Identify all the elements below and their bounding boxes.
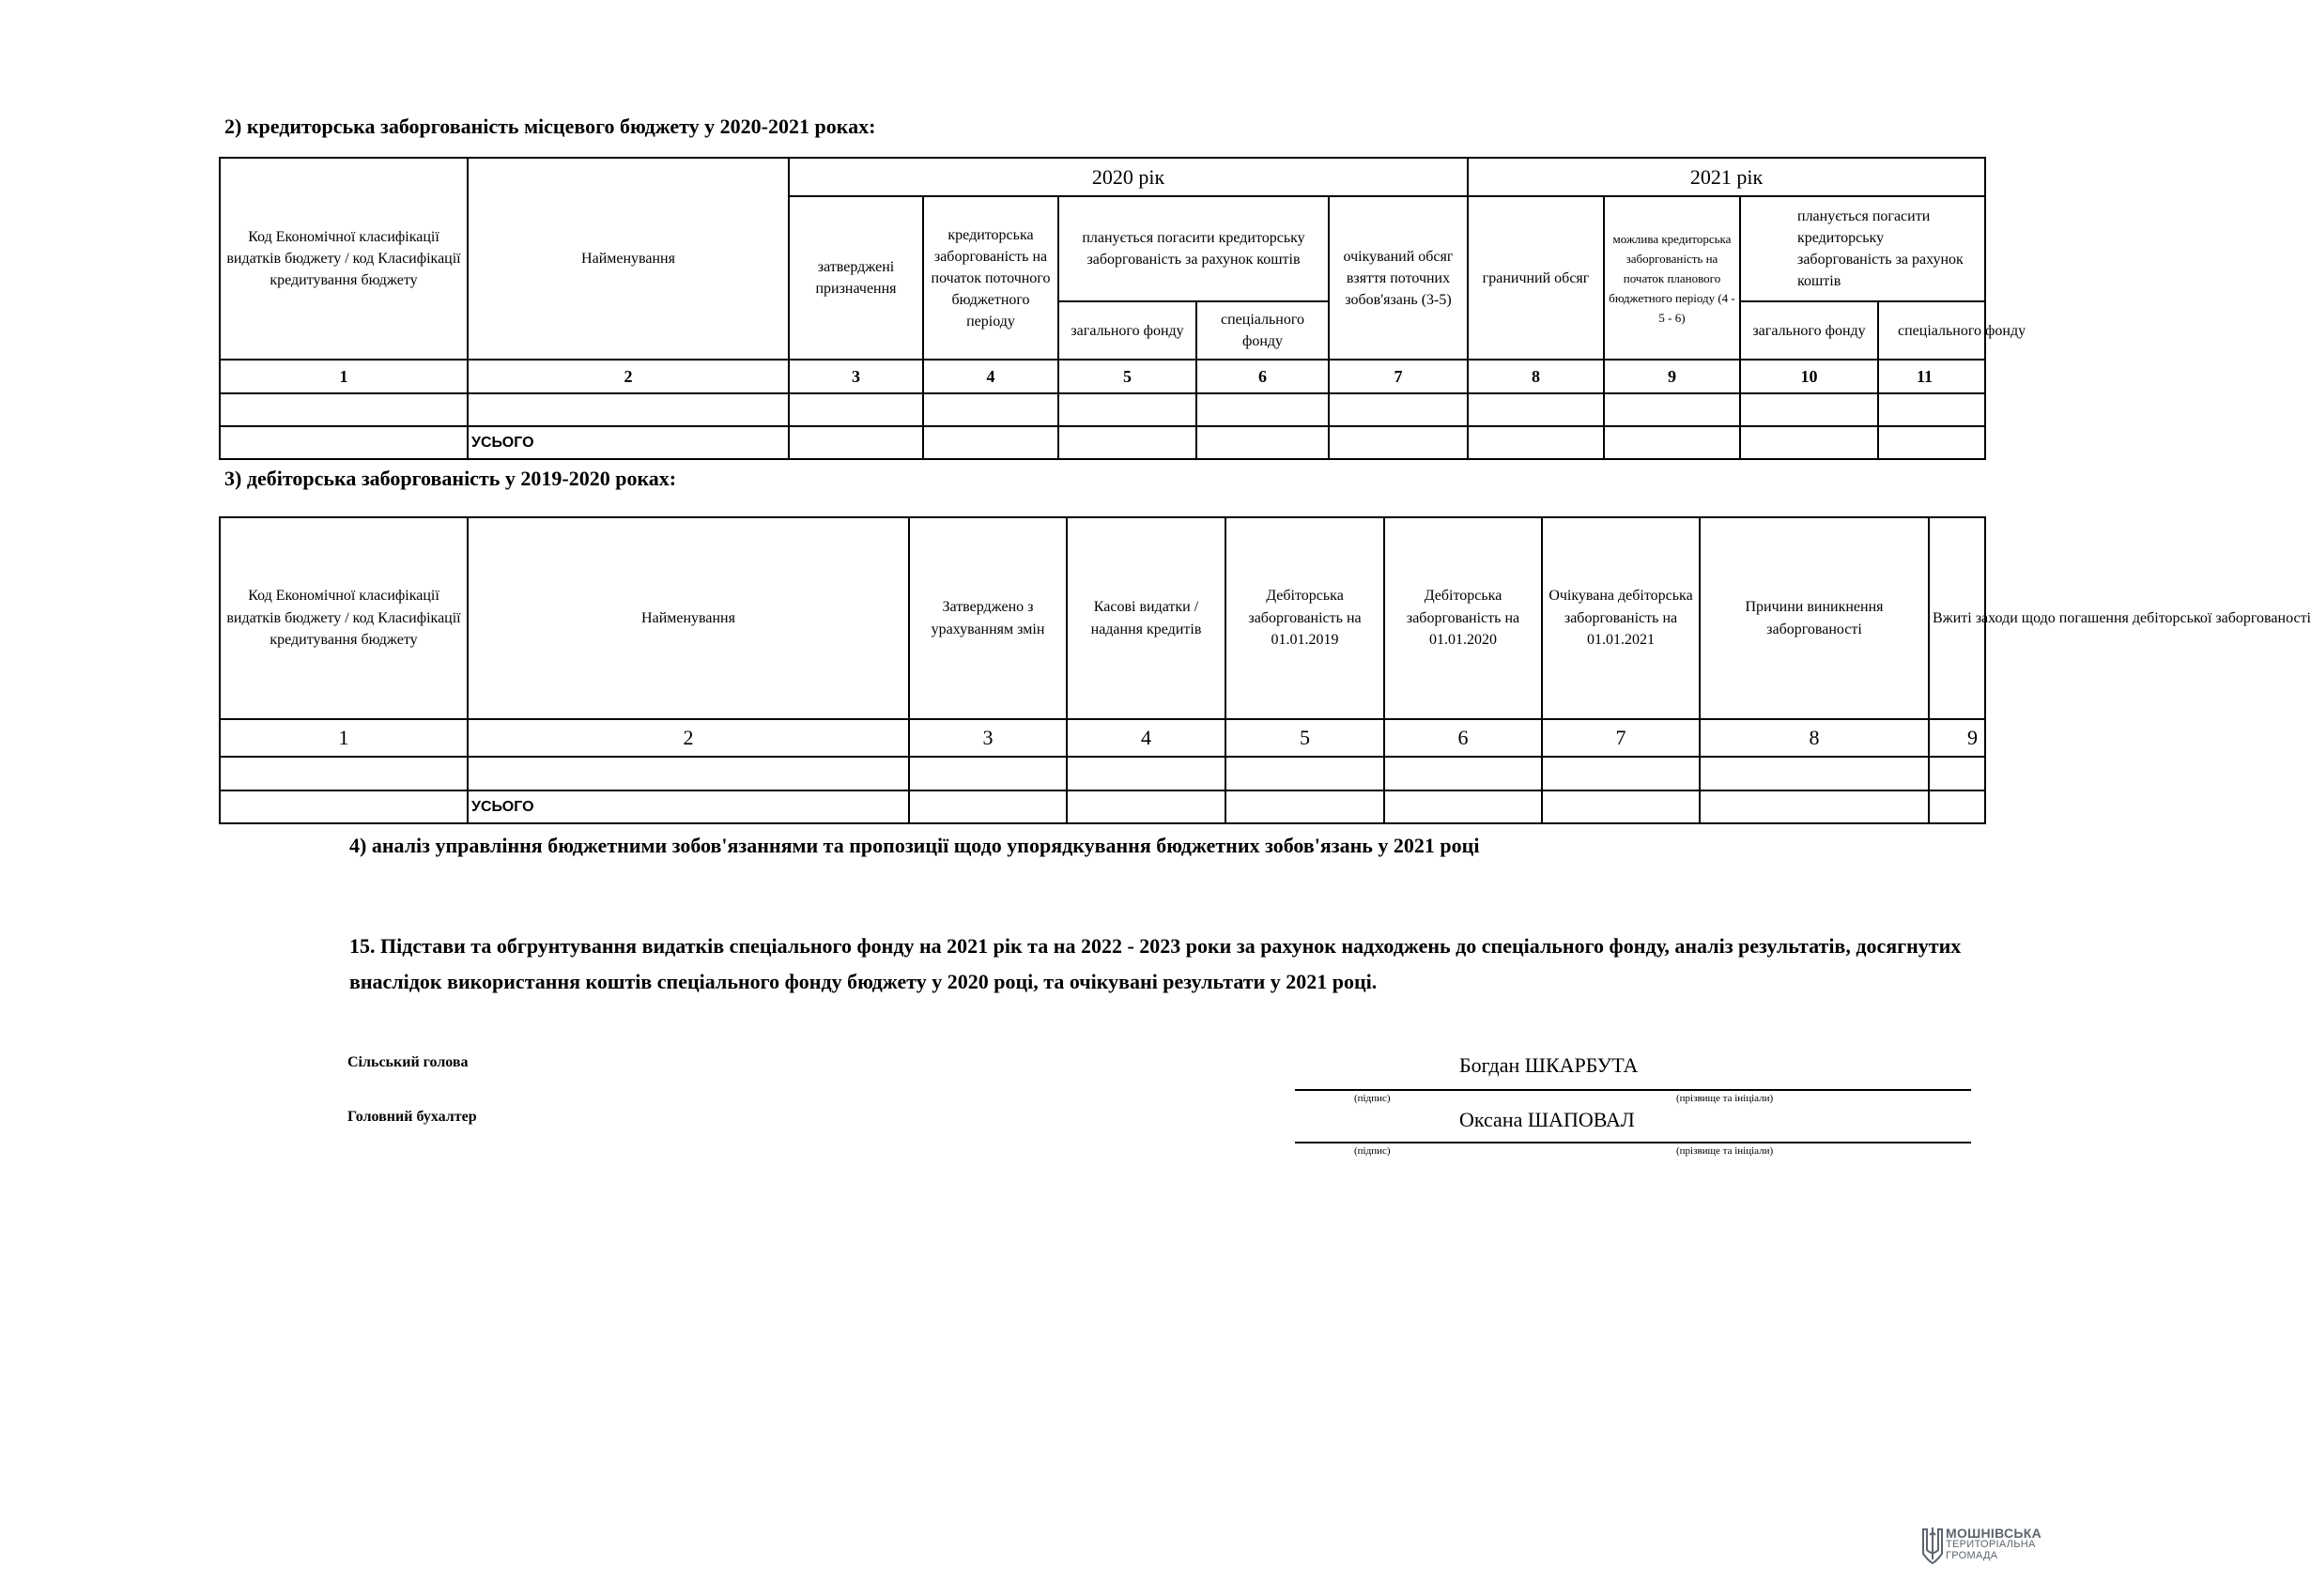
header-name: Найменування	[468, 517, 909, 719]
header-receivable-2019: Дебіторська заборгованість на 01.01.2019	[1225, 517, 1384, 719]
header-possible: можлива кредиторська заборгованість на початок планового бюджетного періоду (4 - 5 - 6)	[1604, 196, 1740, 360]
column-number: 1	[220, 719, 468, 757]
column-number: 5	[1058, 360, 1196, 393]
total-row	[220, 790, 1985, 823]
accountant-signature-line	[1295, 1142, 1971, 1143]
header-code: Код Економічної класифікації видатків бюджету / код Класифікації кредитування бюджету	[220, 158, 468, 360]
head-name: Богдан ШКАРБУТА	[1459, 1053, 1639, 1077]
column-number: 1	[220, 360, 468, 393]
column-number: 3	[789, 360, 923, 393]
header-general-fund-2021: загального фонду	[1740, 301, 1878, 360]
logo-line-3: ГРОМАДА	[1946, 1550, 1998, 1561]
caption-sign: (підпис)	[1354, 1093, 1391, 1104]
header-general-fund: загального фонду	[1058, 301, 1196, 360]
header-measures: Вжиті заходи щодо погашення дебіторської заборгованості	[1929, 517, 1985, 719]
header-special-fund: спеціального фонду	[1196, 301, 1329, 360]
column-number: 7	[1329, 360, 1468, 393]
table-row	[220, 757, 1985, 790]
header-name: Найменування	[468, 158, 789, 360]
column-number: 2	[468, 719, 909, 757]
header-cash: Касові видатки / надання кредитів	[1067, 517, 1225, 719]
header-year-2020: 2020 рік	[789, 158, 1468, 196]
total-label: УСЬОГО	[468, 426, 789, 459]
caption-sign: (підпис)	[1354, 1145, 1391, 1157]
header-approved: Затверджено з урахуванням змін	[909, 517, 1067, 719]
column-number: 6	[1196, 360, 1329, 393]
receivables-table	[219, 516, 2311, 824]
column-number: 8	[1700, 719, 1929, 757]
header-expected: очікуваний обсяг взяття поточних зобов'язань (3-5)	[1329, 196, 1468, 360]
header-code: Код Економічної класифікації видатків бюджету / код Класифікації кредитування бюджету	[220, 517, 468, 719]
column-number: 2	[468, 360, 789, 393]
header-payable-start: кредиторська заборгованість на початок поточного бюджетного періоду	[923, 196, 1058, 360]
header-receivable-2021: Очікувана дебіторська заборгованість на 01.01.2021	[1542, 517, 1700, 719]
head-signature-line	[1295, 1089, 1971, 1091]
header-plan-repay-2021: планується погасити кредиторську заборгованість за рахунок коштів	[1740, 196, 1985, 301]
header-receivable-2020: Дебіторська заборгованість на 01.01.2020	[1384, 517, 1542, 719]
header-reasons: Причини виникнення заборгованості	[1700, 517, 1929, 719]
section-3-title: 3) дебіторська заборгованість у 2019-2020 роках:	[224, 467, 677, 490]
total-row	[220, 426, 1985, 459]
logo-text	[1946, 1527, 2041, 1561]
column-number: 9	[1929, 719, 1985, 757]
section-2-title: 2) кредиторська заборгованість місцевого бюджету у 2020-2021 роках:	[224, 115, 876, 138]
header-year-2021: 2021 рік	[1468, 158, 1985, 196]
total-label: УСЬОГО	[468, 790, 909, 823]
trident-icon	[1921, 1526, 1944, 1565]
header-approved: затверджені призначення	[789, 196, 923, 360]
section-15-line-2: внаслідок використання коштів спеціального фонду бюджету у 2020 році, та очікувані результати у 2021 році.	[349, 970, 1378, 993]
accountant-name: Оксана ШАПОВАЛ	[1459, 1108, 1635, 1131]
section-4-title: 4) аналіз управління бюджетними зобов'язаннями та пропозиції щодо упорядкування бюджетних зобов'язань у 2021 році	[349, 834, 1480, 857]
section-15-line-1: 15. Підстави та обгрунтування видатків спеціального фонду на 2021 рік та на 2022 - 2023 роки за рахунок надходжень до спеціального фонду, аналіз результатів, досягнутих	[349, 934, 1962, 958]
caption-name: (прізвище та ініціали)	[1676, 1093, 1774, 1104]
header-limit: граничний обсяг	[1468, 196, 1604, 360]
column-number: 11	[1878, 360, 1985, 393]
community-logo	[1921, 1526, 2062, 1569]
logo-line-1: МОШНІВСЬКА	[1946, 1526, 2042, 1541]
column-number: 9	[1604, 360, 1740, 393]
column-number: 4	[923, 360, 1058, 393]
header-plan-repay: планується погасити кредиторську заборгованість за рахунок коштів	[1058, 196, 1329, 301]
table-row	[220, 393, 1985, 426]
payables-table	[219, 157, 2026, 460]
accountant-label: Головний бухалтер	[347, 1109, 477, 1125]
column-number: 7	[1542, 719, 1700, 757]
head-label: Сільський голова	[347, 1054, 469, 1070]
logo-line-2: ТЕРИТОРІАЛЬНА	[1946, 1539, 2036, 1550]
column-number: 4	[1067, 719, 1225, 757]
column-number: 8	[1468, 360, 1604, 393]
header-special-fund-2021: спеціального фонду	[1878, 301, 1985, 360]
caption-name: (прізвище та ініціали)	[1676, 1145, 1774, 1157]
column-number: 6	[1384, 719, 1542, 757]
column-number: 3	[909, 719, 1067, 757]
column-number: 10	[1740, 360, 1878, 393]
column-number: 5	[1225, 719, 1384, 757]
